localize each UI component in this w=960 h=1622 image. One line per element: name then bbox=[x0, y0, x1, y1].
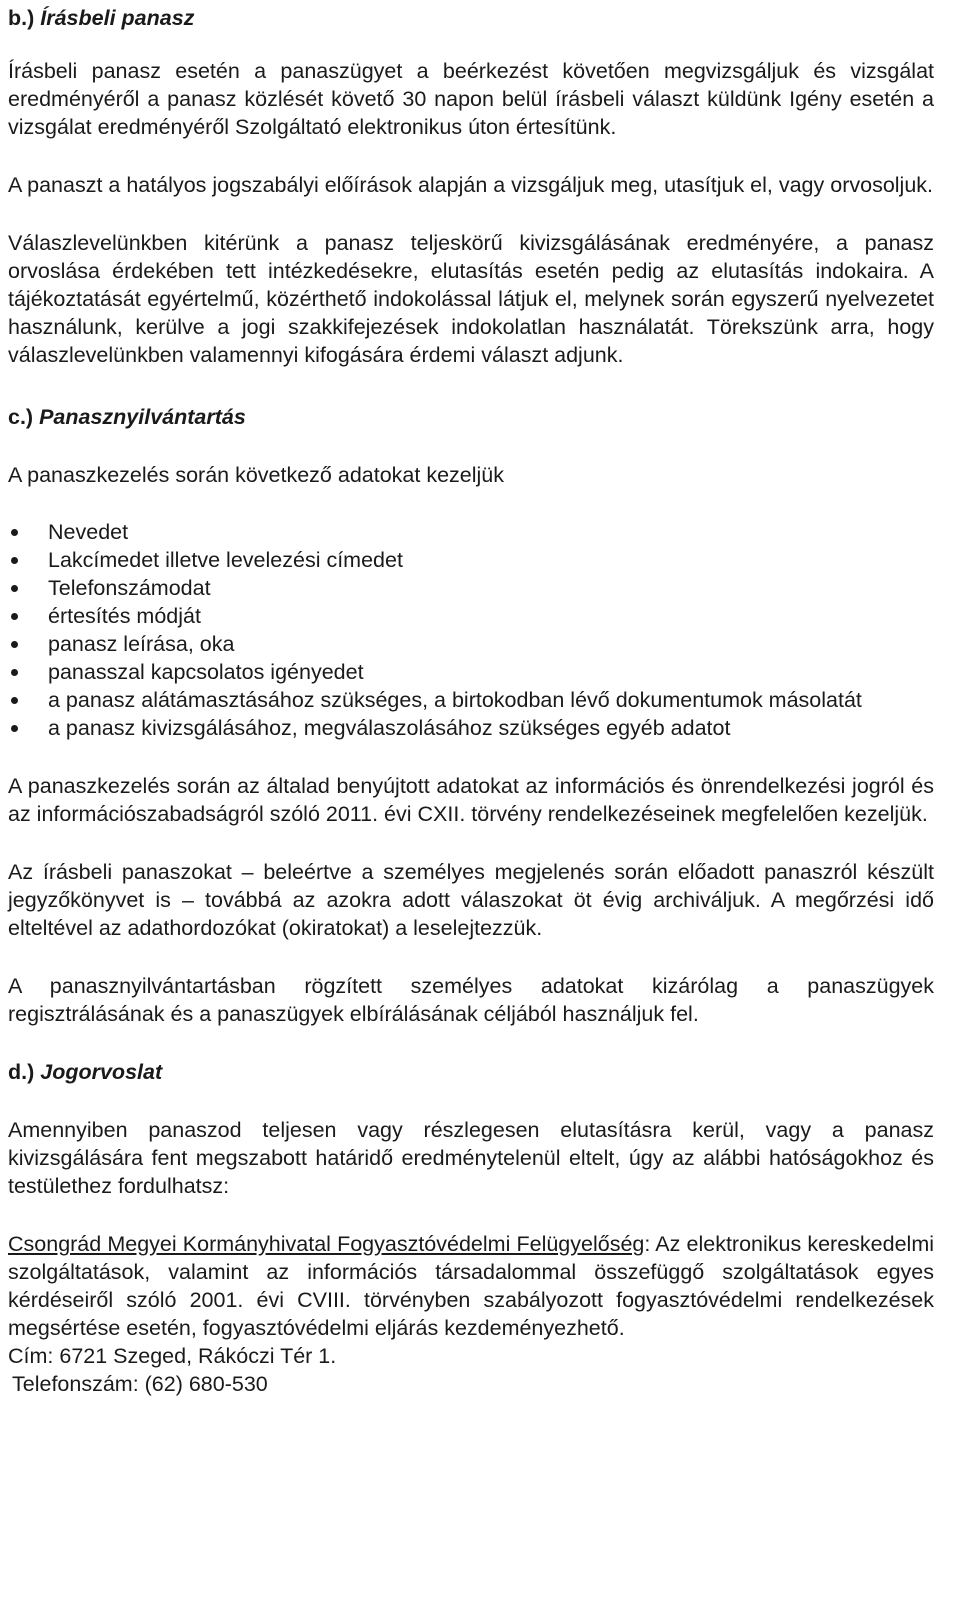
section-c-paragraph-2: Az írásbeli panaszokat – beleértve a személyes megjelenés során előadott panaszról készült jegyzőkönyvet is – továbbá az azokra adott válaszokat öt évig archiváljuk. A megőrzési idő elteltével az adathordozókat (okiratokat) a leselejtezzük. bbox=[8, 860, 934, 940]
section-b-title: Írásbeli panasz bbox=[40, 6, 195, 30]
section-c-title: Panasznyilvántartás bbox=[39, 405, 246, 429]
bullet-icon bbox=[11, 725, 18, 732]
section-b-paragraph-3: Válaszlevelünkben kitérünk a panasz teljeskörű kivizsgálásának eredményére, a panasz orvoslása érdekében tett intézkedésekre, elutasítás esetén pedig az elutasítás indokaira. A tájékoztatását egyértelmű, közérthető indokolással látjuk el, melynek során egyszerű nyelvezetet használunk, kerülve a jogi szakkifejezések indokolatlan használatát. Törekszünk arra, hogy válaszlevelünkben valamennyi kifogására érdemi választ adjunk. bbox=[8, 231, 934, 367]
section-b-paragraph-2: A panaszt a hatályos jogszabályi előírások alapján a vizsgáljuk meg, utasítjuk el, vagy orvosoljuk. bbox=[8, 173, 934, 197]
authority-address: Cím: 6721 Szeged, Rákóczi Tér 1. bbox=[8, 1344, 337, 1368]
section-c-heading bbox=[8, 403, 934, 431]
bullet-icon bbox=[11, 613, 18, 620]
list-item-text: a panasz alátámasztásához szükséges, a birtokodban lévő dokumentumok másolatát bbox=[48, 688, 862, 712]
bullet-icon bbox=[11, 697, 18, 704]
list-item-text: panasz leírása, oka bbox=[48, 632, 235, 656]
section-c-intro: A panaszkezelés során következő adatokat kezeljük bbox=[8, 463, 504, 487]
list-item-text: értesítés módját bbox=[48, 604, 201, 628]
section-d-heading bbox=[8, 1058, 934, 1086]
list-item bbox=[8, 686, 934, 714]
section-c-letter: c.) bbox=[8, 405, 40, 429]
authority-paragraph bbox=[8, 1230, 934, 1342]
bullet-icon bbox=[11, 529, 18, 536]
list-item-text: Lakcímedet illetve levelezési címedet bbox=[48, 548, 403, 572]
list-item-text: a panasz kivizsgálásához, megválaszolásához szükséges egyéb adatot bbox=[48, 716, 731, 740]
section-d-intro: Amennyiben panaszod teljesen vagy részlegesen elutasításra kerül, vagy a panasz kivizsgálására fent megszabott határidő eredménytelenül eltelt, úgy az alábbi hatóságokhoz és testülethez fordulhatsz: bbox=[8, 1118, 934, 1198]
section-c-paragraph-3: A panasznyilvántartásban rögzített személyes adatokat kizárólag a panaszügyek regisztrálásának és a panaszügyek elbírálásának céljából használjuk fel. bbox=[8, 974, 934, 1026]
bullet-icon bbox=[11, 585, 18, 592]
list-item bbox=[8, 630, 934, 658]
list-item bbox=[8, 714, 934, 742]
authority-description: : Az elektronikus kereskedelmi szolgáltatások, valamint az információs társadalommal összefüggő szolgáltatások egyes kérdéseiről szóló 2001. évi CVIII. törvényben szabályozott fogyasztóvédelmi rendelkezések megsértése esetén, fogyasztóvédelmi eljárás kezdeményezhető. bbox=[8, 1232, 935, 1340]
section-b-paragraph-1: Írásbeli panasz esetén a panaszügyet a beérkezést követően megvizsgáljuk és vizsgálat eredményéről a panasz közlését követő 30 napon belül írásbeli választ küldünk Igény esetén a vizsgálat eredményéről Szolgáltató elektronikus úton értesítünk. bbox=[8, 59, 934, 139]
list-item bbox=[8, 658, 934, 686]
bullet-icon bbox=[11, 557, 18, 564]
section-b-heading bbox=[8, 0, 934, 32]
section-c-paragraph-1: A panaszkezelés során az általad benyújtott adatokat az információs és önrendelkezési jogról és az információszabadságról szóló 2011. évi CXII. törvény rendelkezéseinek megfelelően kezeljük. bbox=[8, 774, 934, 826]
collected-data-list bbox=[8, 518, 934, 742]
bullet-icon bbox=[11, 641, 18, 648]
authority-phone: Telefonszám: (62) 680-530 bbox=[12, 1372, 268, 1396]
list-item-text: panasszal kapcsolatos igényedet bbox=[48, 660, 364, 684]
list-item-text: Nevedet bbox=[48, 520, 129, 544]
authority-name: Csongrád Megyei Kormányhivatal Fogyasztóvédelmi Felügyelőség bbox=[8, 1232, 645, 1256]
section-d-title: Jogorvoslat bbox=[40, 1060, 163, 1084]
section-d-letter: d.) bbox=[8, 1060, 41, 1084]
list-item bbox=[8, 546, 934, 574]
bullet-icon bbox=[11, 669, 18, 676]
list-item bbox=[8, 602, 934, 630]
list-item bbox=[8, 518, 934, 546]
list-item-text: Telefonszámodat bbox=[48, 576, 211, 600]
list-item bbox=[8, 574, 934, 602]
section-b-letter: b.) bbox=[8, 6, 41, 30]
